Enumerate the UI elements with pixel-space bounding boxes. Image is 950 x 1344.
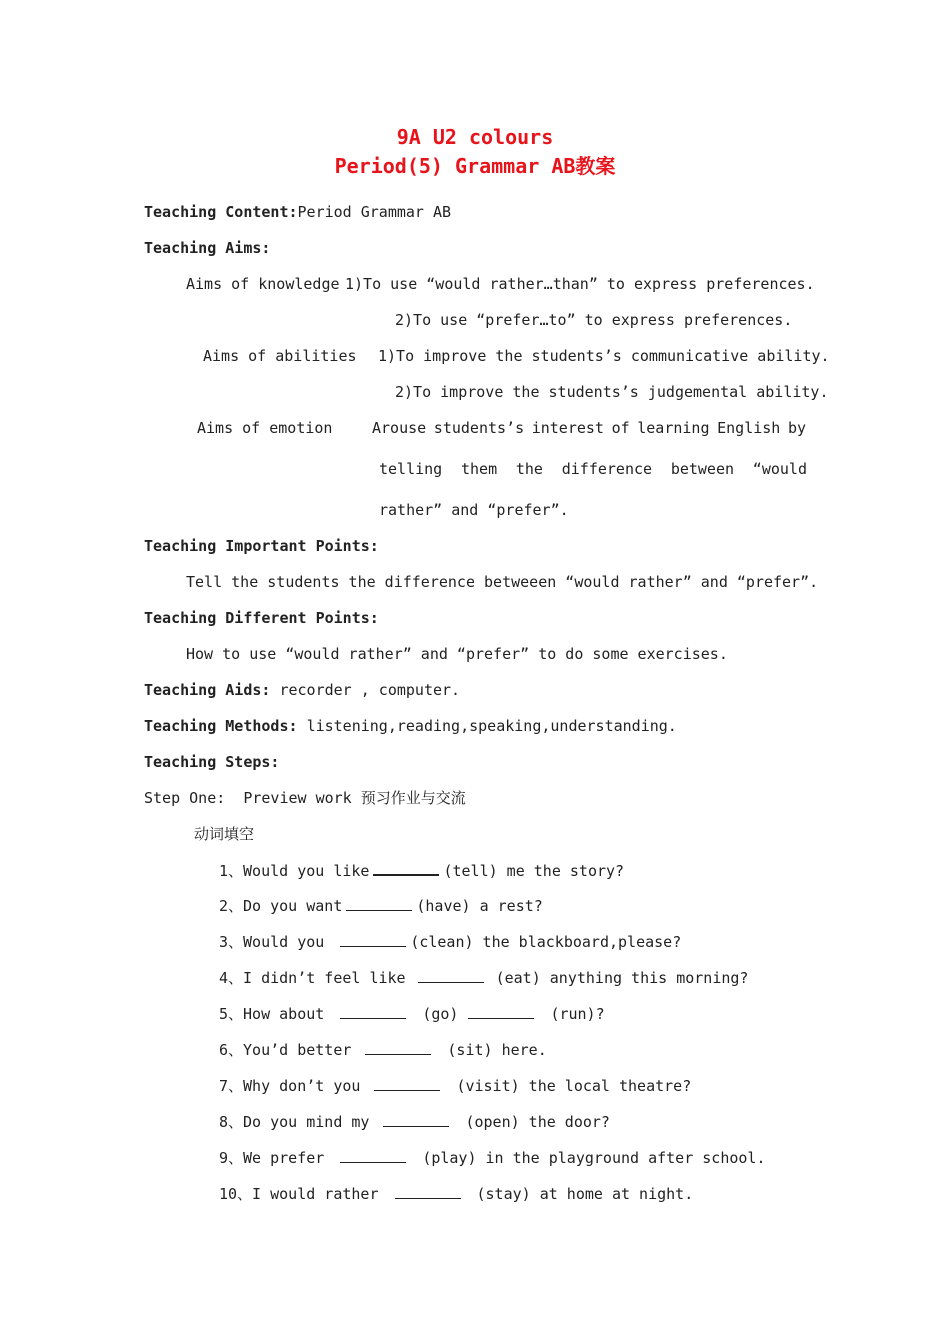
exercise-item <box>219 932 681 952</box>
exercise-item <box>219 1148 765 1168</box>
answer-blank[interactable] <box>340 1148 406 1163</box>
exercise-middle: (go) <box>422 1005 459 1023</box>
teaching-aids-value: recorder , computer. <box>279 681 461 699</box>
exercise-prompt: 2、Do you want <box>219 897 343 915</box>
aims-abilities-2: 2)To improve the students’s judgemental ability. <box>395 383 829 401</box>
emotion-word: Arouse <box>372 419 427 437</box>
emotion-word: the <box>515 460 543 478</box>
aims-abilities-label: Aims of abilities <box>203 347 357 365</box>
answer-blank[interactable] <box>365 1040 431 1055</box>
emotion-word: students’s <box>433 419 525 437</box>
emotion-word: between <box>670 460 735 478</box>
aims-abilities-1: 1)To improve the students’s communicative ability. <box>378 347 830 365</box>
teaching-aims-label: Teaching Aims: <box>144 239 271 257</box>
emotion-word: them <box>460 460 498 478</box>
teaching-aids <box>144 680 460 700</box>
teaching-methods-label: Teaching Methods: <box>144 717 298 735</box>
teaching-content-label: Teaching Content: <box>144 203 298 221</box>
answer-blank[interactable] <box>468 1004 534 1019</box>
exercise-item <box>219 1076 691 1096</box>
emotion-word: by <box>787 419 806 437</box>
step-one-heading: Step One: Preview work 预习作业与交流 <box>144 789 466 807</box>
exercise-item <box>219 860 624 881</box>
exercise-item <box>219 1112 610 1132</box>
emotion-word: learning <box>637 419 710 437</box>
exercise-tail: (eat) anything this morning? <box>495 969 749 987</box>
aims-emotion-line-1 <box>372 418 806 438</box>
answer-blank[interactable] <box>340 932 406 947</box>
different-points-label: Teaching Different Points: <box>144 609 379 627</box>
aims-knowledge-2: 2)To use “prefer…to” to express preferences. <box>395 311 793 329</box>
teaching-methods <box>144 716 677 736</box>
exercise-tail: (have) a rest? <box>416 897 543 915</box>
answer-blank[interactable] <box>418 968 484 983</box>
exercise-tail: (sit) here. <box>447 1041 547 1059</box>
emotion-word: telling <box>379 460 443 478</box>
answer-blank[interactable] <box>395 1184 461 1199</box>
exercise-tail: (visit) the local theatre? <box>456 1077 692 1095</box>
exercise-prompt: 6、You’d better <box>219 1041 352 1059</box>
emotion-word: interest <box>531 419 604 437</box>
teaching-steps-label: Teaching Steps: <box>144 753 280 771</box>
emotion-word: difference <box>561 460 653 478</box>
exercise-tail: (tell) me the story? <box>443 862 625 880</box>
exercise-item <box>219 1184 693 1204</box>
answer-blank[interactable] <box>374 1076 440 1091</box>
aims-knowledge-1: 1)To use “would rather…than” to express preferences. <box>345 275 815 293</box>
exercise-prompt: 5、How about <box>219 1005 325 1023</box>
important-points-value: Tell the students the difference betweeen “would rather” and “prefer”. <box>186 573 819 591</box>
answer-blank[interactable] <box>340 1004 406 1019</box>
teaching-content <box>144 202 451 222</box>
answer-blank[interactable] <box>373 860 439 876</box>
aims-emotion-line-2 <box>379 459 807 479</box>
document-subtitle: Period(5) Grammar AB教案 <box>334 154 616 178</box>
exercise-item <box>219 968 748 988</box>
aims-emotion-line-3: rather” and “prefer”. <box>379 501 569 519</box>
exercise-prompt: 4、I didn’t feel like <box>219 969 406 987</box>
important-points-label: Teaching Important Points: <box>144 537 379 555</box>
different-points-value: How to use “would rather” and “prefer” to do some exercises. <box>186 645 728 663</box>
exercise-item <box>219 1004 605 1024</box>
aims-knowledge-label: Aims of knowledge <box>186 275 340 293</box>
document-title: 9A U2 colours <box>396 125 554 149</box>
exercise-prompt: 10、I would rather <box>219 1185 379 1203</box>
exercise-prompt: 3、Would you <box>219 933 325 951</box>
aims-emotion-label: Aims of emotion <box>197 419 333 437</box>
exercise-item <box>219 896 543 916</box>
exercise-tail: (stay) at home at night. <box>476 1185 694 1203</box>
exercise-subtitle: 动词填空 <box>194 825 255 843</box>
exercise-tail: (run)? <box>550 1005 605 1023</box>
exercise-prompt: 1、Would you like <box>219 862 370 880</box>
teaching-aids-label: Teaching Aids: <box>144 681 271 699</box>
emotion-word: of <box>611 419 630 437</box>
teaching-methods-value: listening,reading,speaking,understanding. <box>306 717 677 735</box>
emotion-word: “would <box>752 460 807 478</box>
exercise-tail: (play) in the playground after school. <box>422 1149 766 1167</box>
answer-blank[interactable] <box>383 1112 449 1127</box>
exercise-item <box>219 1040 547 1060</box>
teaching-content-value: Period Grammar AB <box>297 203 452 221</box>
exercise-prompt: 7、Why don’t you <box>219 1077 361 1095</box>
exercise-prompt: 8、Do you mind my <box>219 1113 370 1131</box>
exercise-prompt: 9、We prefer <box>219 1149 325 1167</box>
emotion-word: English <box>717 419 781 437</box>
exercise-tail: (clean) the blackboard,please? <box>410 933 682 951</box>
exercise-tail: (open) the door? <box>465 1113 610 1131</box>
answer-blank[interactable] <box>346 896 412 911</box>
